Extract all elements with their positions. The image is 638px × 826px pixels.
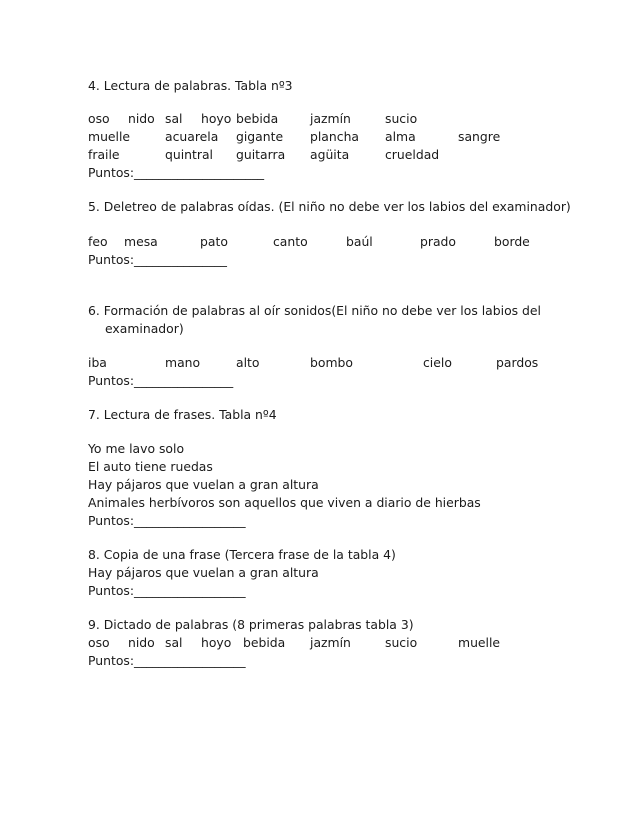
- sentence: Hay pájaros que vuelan a gran altura: [88, 477, 319, 492]
- section-6-heading-line-1: 6. Formación de palabras al oír sonidos(El niño no debe ver los labios del: [88, 303, 541, 318]
- sentence: Yo me lavo solo: [88, 441, 185, 456]
- word: crueldad: [385, 147, 440, 162]
- word: guitarra: [236, 147, 286, 162]
- word: hoyo: [201, 111, 232, 126]
- section-9-points: Puntos:__________________: [88, 653, 246, 668]
- sentence: Animales herbívoros son aquellos que viven a diario de hierbas: [88, 495, 481, 510]
- section-6-points: Puntos:________________: [88, 373, 234, 388]
- section-5-heading: 5. Deletreo de palabras oídas. (El niño no debe ver los labios del examinador): [88, 199, 571, 214]
- section-6-words: [88, 355, 558, 371]
- section-6-heading-line-2: examinador): [105, 321, 184, 336]
- word: oso: [88, 111, 110, 126]
- word: gigante: [236, 129, 284, 144]
- word: acuarela: [165, 129, 219, 144]
- section-4-row-1: [88, 111, 588, 127]
- word: fraile: [88, 147, 120, 162]
- word: agüita: [310, 147, 350, 162]
- word: sangre: [458, 129, 501, 144]
- word: mesa: [124, 234, 158, 249]
- section-7-points: Puntos:__________________: [88, 513, 246, 528]
- word: oso: [88, 635, 110, 650]
- word: alto: [236, 355, 260, 370]
- word: sucio: [385, 111, 418, 126]
- section-4-row-2: [88, 129, 588, 145]
- section-5-points: Puntos:_______________: [88, 252, 227, 267]
- word: cielo: [423, 355, 452, 370]
- word: baúl: [346, 234, 373, 249]
- word: borde: [494, 234, 530, 249]
- section-9-heading: 9. Dictado de palabras (8 primeras palabras tabla 3): [88, 617, 414, 632]
- word: nido: [128, 111, 155, 126]
- word: hoyo: [201, 635, 232, 650]
- section-4-points: Puntos:_____________________: [88, 165, 265, 180]
- word: bebida: [243, 635, 286, 650]
- word: sucio: [385, 635, 418, 650]
- word: bebida: [236, 111, 279, 126]
- word: pato: [200, 234, 228, 249]
- word: nido: [128, 635, 155, 650]
- section-4-heading: 4. Lectura de palabras. Tabla nº3: [88, 78, 293, 93]
- word: plancha: [310, 129, 360, 144]
- word: alma: [385, 129, 416, 144]
- word: jazmín: [310, 111, 351, 126]
- word: muelle: [88, 129, 131, 144]
- word: jazmín: [310, 635, 351, 650]
- sentence: El auto tiene ruedas: [88, 459, 213, 474]
- section-8-points: Puntos:__________________: [88, 583, 246, 598]
- word: feo: [88, 234, 108, 249]
- word: canto: [273, 234, 308, 249]
- word: sal: [165, 111, 183, 126]
- word: sal: [165, 635, 183, 650]
- word: muelle: [458, 635, 501, 650]
- section-9-words: [88, 635, 528, 651]
- section-5-words: [88, 234, 548, 250]
- word: pardos: [496, 355, 539, 370]
- word: quintral: [165, 147, 214, 162]
- word: iba: [88, 355, 107, 370]
- sentence: Hay pájaros que vuelan a gran altura: [88, 565, 319, 580]
- word: mano: [165, 355, 201, 370]
- word: prado: [420, 234, 456, 249]
- section-8-heading: 8. Copia de una frase (Tercera frase de la tabla 4): [88, 547, 396, 562]
- word: bombo: [310, 355, 353, 370]
- section-7-heading: 7. Lectura de frases. Tabla nº4: [88, 407, 277, 422]
- section-4-row-3: [88, 147, 588, 163]
